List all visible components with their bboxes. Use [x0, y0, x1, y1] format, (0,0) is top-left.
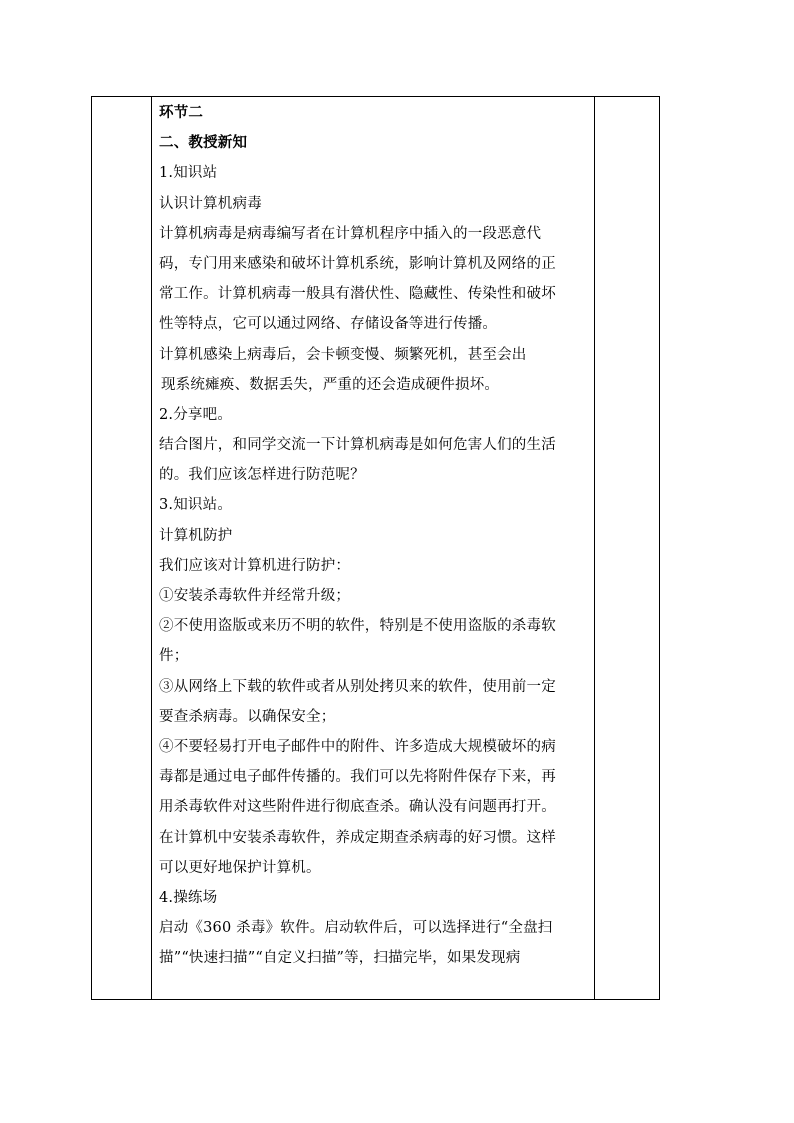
- topic-title: 计算机防护: [159, 527, 233, 544]
- list-item-continuation: 毒都是通过电子邮件传播的。我们可以先将附件保存下来，再: [159, 769, 556, 786]
- paragraph-line: 计算机感染上病毒后，会卡顿变慢、频繁死机，甚至会出: [159, 346, 527, 363]
- list-item: ③从网络上下载的软件或者从别处拷贝来的软件，使用前一定: [159, 678, 556, 695]
- paragraph-line: 计算机病毒是病毒编写者在计算机程序中插入的一段恶意代: [159, 225, 542, 242]
- paragraph-line: 现系统瘫痪、数据丢失，严重的还会造成硬件损坏。: [161, 376, 500, 393]
- lesson-content-cell: [159, 98, 591, 973]
- table-divider-left: [151, 96, 152, 1000]
- paragraph-line: 结合图片，和同学交流一下计算机病毒是如何危害人们的生活: [159, 437, 556, 454]
- paragraph-line: 码，专门用来感染和破坏计算机系统，影响计算机及网络的正: [159, 255, 556, 272]
- subsection-heading: 二、教授新知: [159, 134, 248, 152]
- topic-title: 认识计算机病毒: [159, 195, 262, 212]
- paragraph-line: 我们应该对计算机进行防护：: [159, 557, 351, 574]
- topic-heading: 1.知识站: [159, 165, 218, 182]
- paragraph-line: 常工作。计算机病毒一般具有潜伏性、隐藏性、传染性和破坏: [159, 286, 556, 303]
- list-item: ②不使用盗版或来历不明的软件，特别是不使用盗版的杀毒软: [159, 618, 556, 635]
- list-item-continuation: 要查杀病毒。以确保安全；: [159, 708, 336, 725]
- section-heading: 环节二: [159, 104, 204, 121]
- list-item-continuation: 用杀毒软件对这些附件进行彻底查杀。确认没有问题再打开。: [159, 799, 556, 816]
- table-divider-right: [594, 96, 595, 1000]
- paragraph-line: 启动《360 杀毒》软件。启动软件后，可以选择进行“全盘扫: [159, 920, 553, 937]
- paragraph-line: 在计算机中安装杀毒软件，养成定期查杀病毒的好习惯。这样: [159, 829, 556, 846]
- list-item-continuation: 件；: [159, 648, 189, 665]
- list-item: ④不要轻易打开电子邮件中的附件、许多造成大规模破坏的病: [159, 738, 556, 755]
- paragraph-line: 可以更好地保护计算机。: [159, 859, 321, 876]
- paragraph-line: 性等特点，它可以通过网络、存储设备等进行传播。: [159, 316, 498, 333]
- paragraph-line: 描”“快速扫描”“自定义扫描”等，扫描完毕，如果发现病: [159, 950, 521, 967]
- paragraph-line: 的。我们应该怎样进行防范呢？: [159, 467, 365, 484]
- topic-heading: 2.分享吧。: [159, 406, 233, 423]
- list-item: ①安装杀毒软件并经常升级；: [159, 588, 351, 604]
- topic-heading: 3.知识站。: [159, 497, 233, 514]
- topic-heading: 4.操练场: [159, 889, 218, 906]
